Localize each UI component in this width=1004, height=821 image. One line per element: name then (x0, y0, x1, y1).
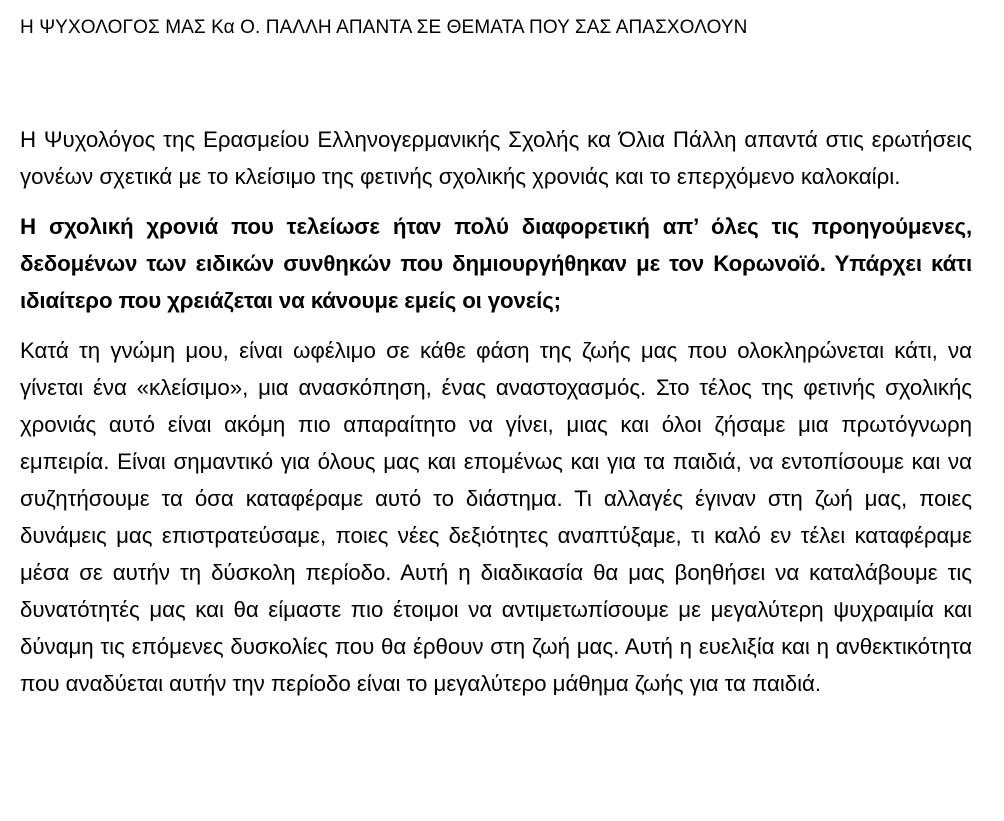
intro-paragraph: Η Ψυχολόγος της Ερασμείου Ελληνογερμανικής Σχολής κα Όλια Πάλλη απαντά στις ερωτήσεις γονέων σχετικά με το κλείσιμο της φετινής σχολικής χρονιάς και το επερχόμενο καλοκαίρι. (20, 127, 972, 189)
question-paragraph: Η σχολική χρονιά που τελείωσε ήταν πολύ διαφορετική απ’ όλες τις προηγούμενες, δεδομένων των ειδικών συνθηκών που δημιουργήθηκαν με τον Κορωνοϊό. Υπάρχει κάτι ιδιαίτερο που χρειάζεται να κάνουμε εμείς οι γονείς; (20, 214, 972, 313)
document-heading: Η ΨΥΧΟΛΟΓΟΣ ΜΑΣ Κα Ο. ΠΑΛΛΗ ΑΠΑΝΤΑ ΣΕ ΘΕΜΑΤΑ ΠΟΥ ΣΑΣ ΑΠΑΣΧΟΛΟΥΝ (20, 17, 748, 38)
document-body (20, 14, 972, 702)
answer-paragraph: Κατά τη γνώμη μου, είναι ωφέλιμο σε κάθε φάση της ζωής μας που ολοκληρώνεται κάτι, να γίνεται ένα «κλείσιμο», μια ανασκόπηση, ένας αναστοχασμός. Στο τέλος της φετινής σχολικής χρονιάς αυτό είναι ακόμη πιο απαραίτητο να γίνει, μιας και όλοι ζήσαμε μια πρωτόγνωρη εμπειρία. Είναι σημαντικό για όλους μας και επομένως και για τα παιδιά, να εντοπίσουμε και να συζητήσουμε τα όσα καταφέραμε αυτό το διάστημα. Τι αλλαγές έγιναν στη ζωή μας, ποιες δυνάμεις μας επιστρατεύσαμε, ποιες νέες δεξιότητες αναπτύξαμε, τι καλό εν τέλει καταφέραμε μέσα σε αυτήν τη δύσκολη περίοδο. Αυτή η διαδικασία θα μας βοηθήσει να καταλάβουμε τις δυνατότητές μας και θα είμαστε πιο έτοιμοι να αντιμετωπίσουμε με μεγαλύτερη ψυχραιμία και δύναμη τις επόμενες δυσκολίες που θα έρθουν στη ζωή μας. Αυτή η ευελιξία και η ανθεκτικότητα που αναδύεται αυτήν την περίοδο είναι το μεγαλύτερο μάθημα ζωής για τα παιδιά. (20, 338, 972, 696)
